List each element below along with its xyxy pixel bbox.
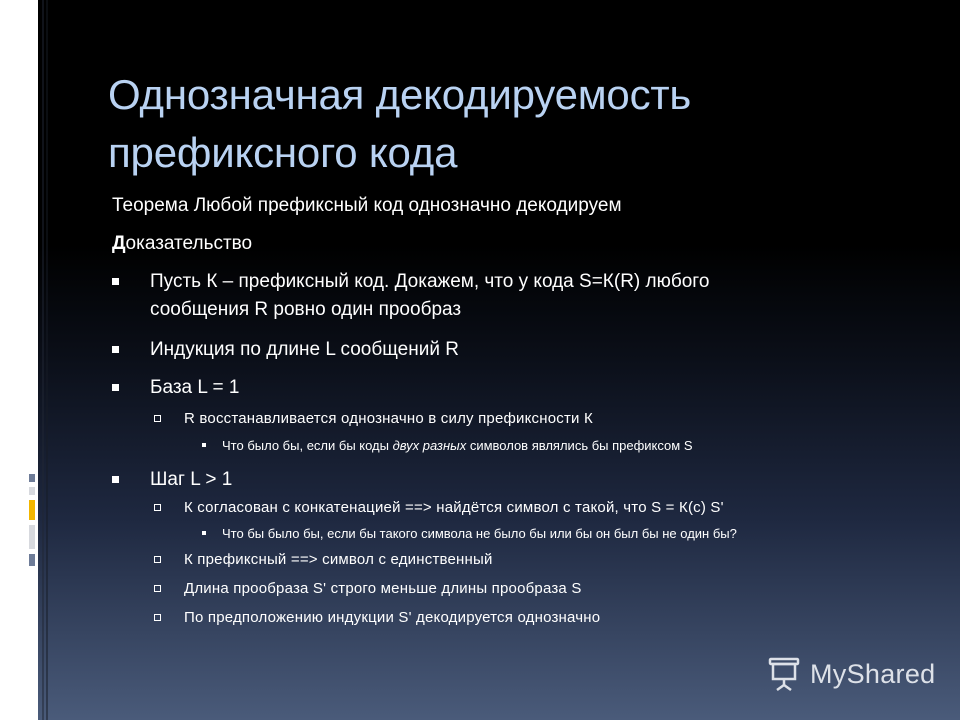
left-white-margin <box>0 0 38 720</box>
hollow-square-bullet-icon <box>154 415 161 422</box>
bullet-item <box>112 466 892 494</box>
decorative-lines <box>38 0 50 720</box>
theorem-text: Теорема Любой префиксный код однозначно декодируем <box>112 195 622 216</box>
italic-text-part: двух разных <box>392 438 467 453</box>
hollow-square-bullet-icon <box>154 504 161 511</box>
proof-heading <box>112 230 252 258</box>
title-line-2: префиксного кода <box>108 129 458 176</box>
text-part: символов являлись бы префиксом S <box>466 438 693 453</box>
sub-sub-bullet-text <box>222 436 922 456</box>
bullet-line: Пусть К – префиксный код. Докажем, что у кода S=К(R) любого <box>150 271 710 292</box>
bullet-line: сообщения R ровно один прообраз <box>150 299 462 320</box>
text-part: Что было бы, если бы коды <box>222 438 393 453</box>
sub-bullet-text: К префиксный ==> символ с единственный <box>184 551 493 568</box>
hollow-square-bullet-icon <box>154 556 161 563</box>
hollow-square-bullet-icon <box>154 585 161 592</box>
sub-bullet-text: К согласован с конкатенацией ==> найдётся символ с такой, что S = К(с) S' <box>184 499 724 516</box>
sub-sub-bullet-item <box>202 524 922 544</box>
accent-bar <box>29 487 35 495</box>
sub-bullet-item <box>152 408 912 430</box>
bullet-item <box>112 374 892 402</box>
myshared-watermark <box>766 655 935 693</box>
square-bullet-icon <box>112 476 119 483</box>
title-line-1: Однозначная декодируемость <box>108 71 692 118</box>
bullet-item <box>112 336 892 364</box>
square-bullet-icon <box>112 384 119 391</box>
proof-rest: оказательство <box>125 233 253 254</box>
proof-first-letter: Д <box>112 233 126 254</box>
sub-bullet-item <box>152 578 912 600</box>
slide-title <box>108 66 868 182</box>
small-square-bullet-icon <box>202 443 206 447</box>
accent-bar <box>29 525 35 549</box>
bullet-text <box>150 268 892 324</box>
small-square-bullet-icon <box>202 531 206 535</box>
bullet-text: Шаг L > 1 <box>150 469 233 490</box>
accent-bar <box>29 474 35 482</box>
sub-bullet-item <box>152 549 912 571</box>
sub-sub-bullet-text: Что бы было бы, если бы такого символа не было бы или бы он был бы не один бы? <box>222 526 737 541</box>
sub-bullet-item <box>152 607 912 629</box>
accent-bar <box>29 500 35 520</box>
watermark-text: MyShared <box>810 658 936 689</box>
presentation-board-icon <box>766 656 802 692</box>
accent-bar <box>29 554 35 566</box>
sub-bullet-text: По предположению индукции S' декодируется однозначно <box>184 609 601 626</box>
bullet-item <box>112 268 892 324</box>
sidebar-accent-bars <box>29 474 35 571</box>
sub-bullet-text: R восстанавливается однозначно в силу префиксности К <box>184 410 593 427</box>
bullet-text: База L = 1 <box>150 377 240 398</box>
hollow-square-bullet-icon <box>154 614 161 621</box>
bullet-text: Индукция по длине L сообщений R <box>150 339 459 360</box>
sub-bullet-text: Длина прообраза S' строго меньше длины прообраза S <box>184 580 582 597</box>
square-bullet-icon <box>112 278 119 285</box>
sub-sub-bullet-item <box>202 436 922 456</box>
square-bullet-icon <box>112 346 119 353</box>
sub-bullet-item <box>152 497 912 519</box>
